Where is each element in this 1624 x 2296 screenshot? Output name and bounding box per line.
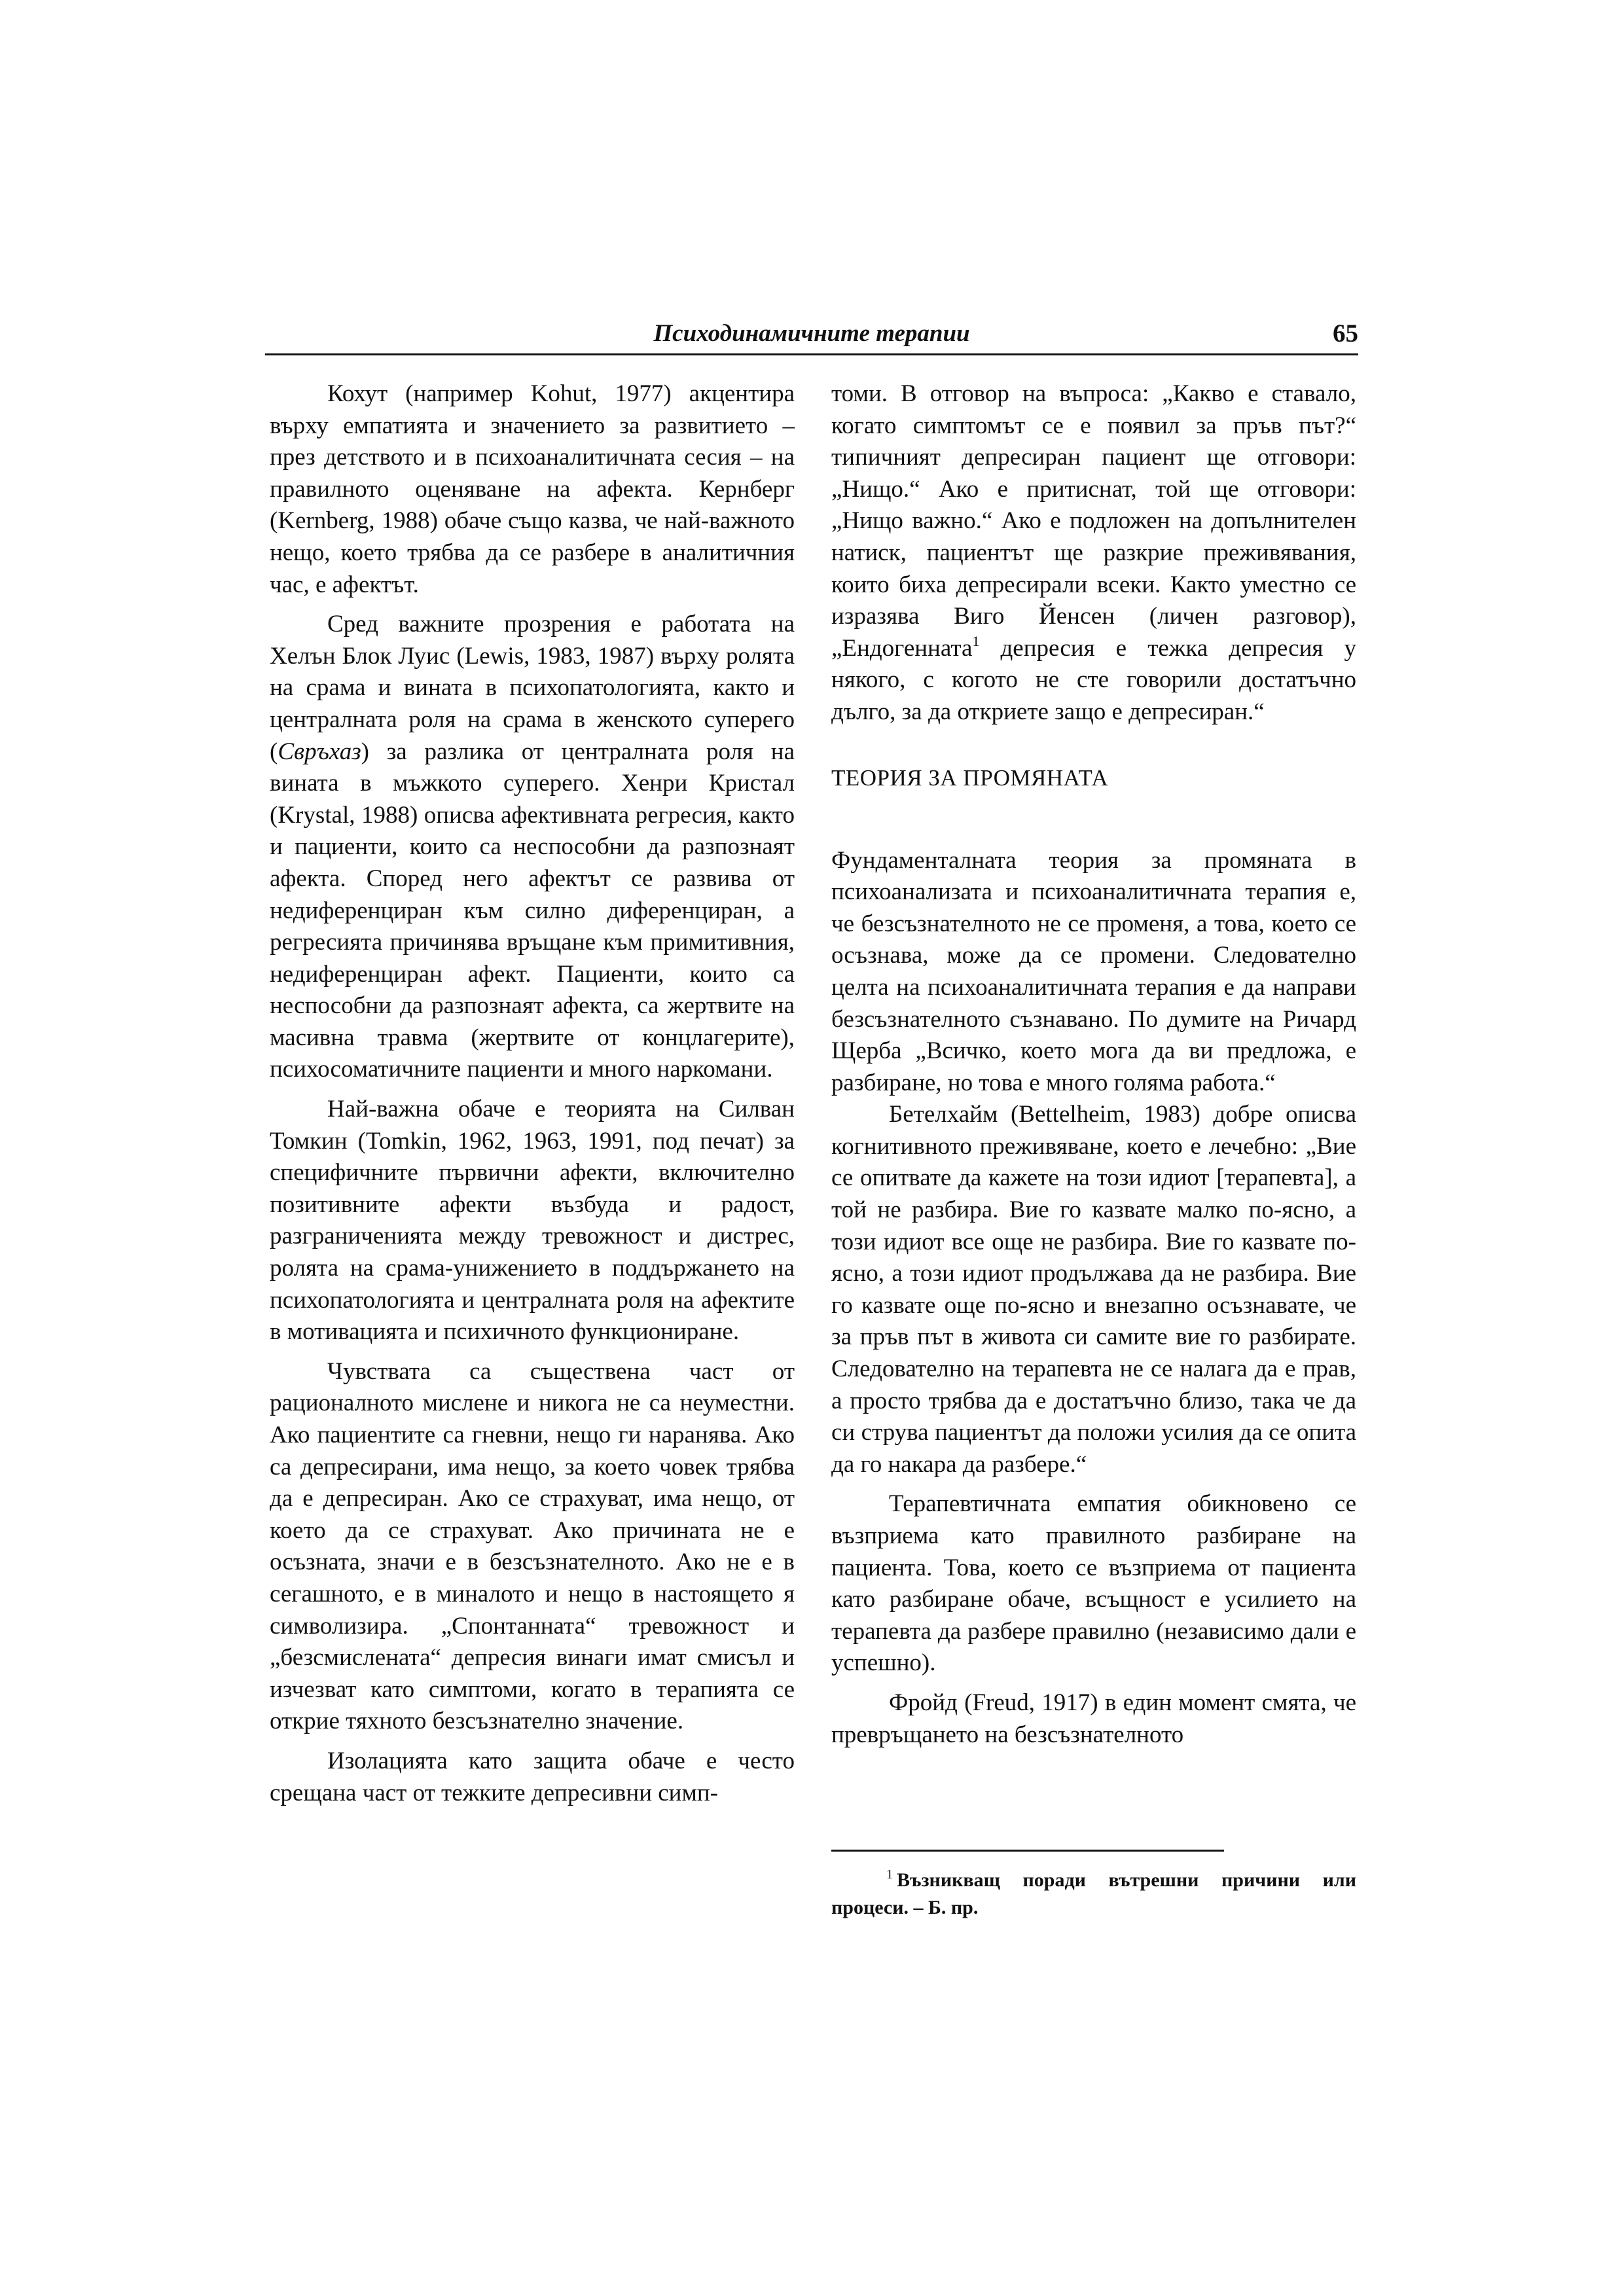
paragraph-lewis-text-b: ) за разлика от централната роля на вината в мъжкото суперего. Хенри Кристал (Krystal, 1988) описва афективната регресия, както и пациенти, които са неспособни да разпознаят афекта. Според него афектът се развива от недиференциран към силно диференциран, а регресията причинява връщане към примитивния, недиференциран афект. Пациенти, които са неспособни да разпознаят афекта, са жертвите на масивна травма (жертвите от концлагерите), психосоматичните пациенти и много наркомани.: [270, 738, 795, 1083]
paragraph-bettelheim: Бетелхайм (Bettelheim, 1983) добре описва когнитивното преживяване, което е лечебно: „Вие се опитвате да кажете на този идиот [терапевта], а той не разбира. Вие го казвате малко по-ясно, а този идиот все още не разбира. Вие го казвате по-ясно, а този идиот продължава да не разбира. Вие го казвате още по-ясно и внезапно осъзнавате, че за пръв път в живота си самите вие го разбирате. Следователно на терапевта не се налага да е прав, а просто трябва да е достатъчно близо, така че да си струва пациентът да положи усилия да се опита да го накара да разбере.“: [831, 1101, 1356, 1478]
paragraph-isolation: Изолацията като защита обаче е често срещана част от тежките депресивни симп-: [270, 1747, 795, 1806]
paragraph-symptoms-text-b: депресия е тежка депресия у някого, с когото не сте говорили достатъчно дълго, за да откриете защо е депресиран.“: [831, 634, 1356, 725]
left-column: [270, 378, 795, 1809]
footnote-text: Възникващ поради вътрешни причини или процеси. – Б. пр.: [831, 1869, 1356, 1918]
right-column: [831, 378, 1356, 1751]
paragraph-lewis-italic-term: Свръхаз: [278, 738, 361, 765]
paragraph-symptoms-text-a: томи. В отговор на въпроса: „Какво е ставало, когато симптомът се е появил за пръв път?“ типичният депресиран пациент ще отговори: „Нищо.“ Ако е притиснат, той ще отговори: „Нищо важно.“ Ако е подложен на допълнителен натиск, пациентът ще разкрие преживявания, които биха депресирали всеки. Както уместно се изразява Виго Йенсен (личен разговор), „Ендогенната: [831, 380, 1356, 662]
paragraph-symptoms: [831, 378, 1356, 728]
paragraph-empathy: Терапевтичната емпатия обикновено се възприема като правилното разбиране на пациента. Това, което се възприема от пациента като разбиране обаче, всъщност е усилието на терапевта да разбере правилно (независимо дали е успешно).: [831, 1490, 1356, 1677]
paragraph-tomkin: Най-важна обаче е теорията на Силван Томкин (Tomkin, 1962, 1963, 1991, под печат) за специфичните първични афекти, включително позитивните афекти възбуда и радост, разграниченията между тревожност и дистрес, ролята на срама-унижението в поддържането на психопатологията и централната роля на афектите в мотивацията и психичното функциониране.: [270, 1096, 795, 1346]
paragraph-feelings: Чувствата са съществена част от рационалното мислене и никога не са неуместни. Ако пациентите са гневни, нещо ги наранява. Ако са депресирани, има нещо, за което човек трябва да е депресиран. Ако се страхуват, има нещо, от което да се страхуват. Ако причината не е осъзната, значи е в безсъзнателното. Ако не е в сегашното, е в миналото и нещо в настоящето я символизира. „Спонтанната“ тревожност и „безсмислената“ депресия винаги имат смисъл и изчезват като симптоми, когато в терапията се открие тяхното безсъзнателно значение.: [270, 1357, 795, 1735]
footnote-divider: [831, 1850, 1224, 1852]
footnote: [831, 1867, 1356, 1922]
paragraph-lewis-text-a: Сред важните прозрения е работата на Хелън Блок Луис (Lewis, 1983, 1987) върху ролята на срама и вината в психопатологията, както и централната роля на срама в женското суперего (: [270, 611, 795, 765]
footnote-mark: 1: [886, 1867, 893, 1882]
running-title: Психодинамичните терапии: [653, 320, 970, 347]
paragraph-freud: Фройд (Freud, 1917) в един момент смята, че превръщането на безсъзнателното: [831, 1689, 1356, 1748]
section-heading: ТЕОРИЯ ЗА ПРОМЯНАТА: [831, 764, 1109, 791]
paragraph-kohut: Кохут (например Kohut, 1977) акцентира върху емпатията и значението за развитието – през детството и в психоаналитичната сесия – на правилното оценяване на афекта. Кернберг (Kernberg, 1988) обаче също казва, че най-важното нещо, което трябва да се разбере в аналитичния час, е афектът.: [270, 380, 795, 598]
page-header: [265, 314, 1358, 355]
paragraph-lewis: [270, 609, 795, 1086]
paragraph-theory-of-change: Фундаменталната теория за промяната в психоанализата и психоаналитичната терапия е, че безсъзнателното не се променя, а това, което се осъзнава, може да се промени. Следователно целта на психоаналитичната терапия е да направи безсъзнателното съзнавано. По думите на Ричард Щерба „Всичко, което мога да ви предложа, е разбиране, но това е много голяма работа.“: [831, 846, 1356, 1096]
page-number: 65: [1333, 319, 1358, 348]
footnote-reference: 1: [972, 632, 980, 649]
